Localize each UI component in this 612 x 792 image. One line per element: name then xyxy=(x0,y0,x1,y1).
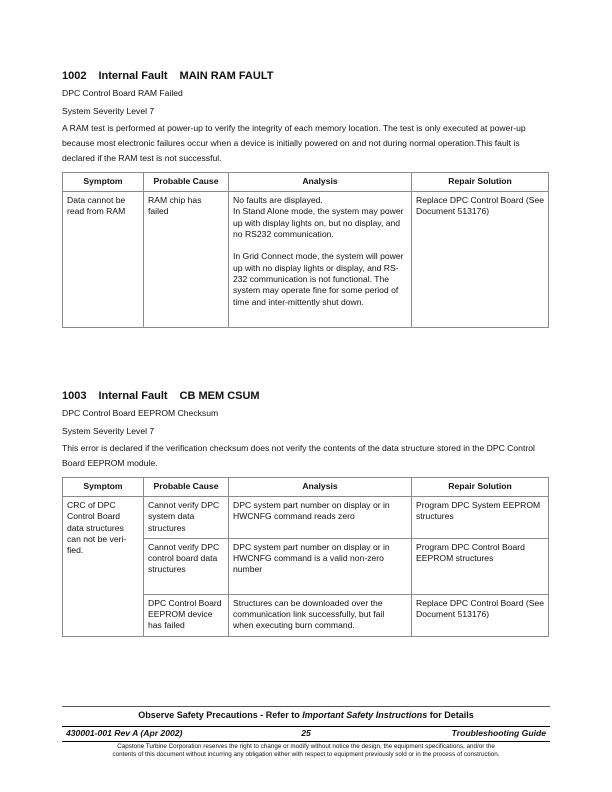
analysis-text: No faults are displayed. In Stand Alone mode, the system may power up with display lights on, but no display, and no RS232 communication. In Grid Connect mode, the system will power up with no display lights or display, and RS-232 communication is not functional. The system may operate fine for some period of time and inter-mittently shut down. xyxy=(233,195,404,307)
header-symptom: Symptom xyxy=(63,478,144,497)
fault-type: Internal Fault xyxy=(98,70,168,82)
header-analysis: Analysis xyxy=(229,173,412,192)
header-cause: Probable Cause xyxy=(144,478,229,497)
symptom-cell xyxy=(63,497,144,637)
analysis-text: DPC system part number on display or in HWCNFG command reads zero xyxy=(233,500,390,522)
header-analysis: Analysis xyxy=(229,478,412,497)
fault-description: DPC Control Board EEPROM Checksum xyxy=(62,408,219,418)
analysis-text: DPC system part number on display or in HWCNFG command is a valid non-zero number xyxy=(233,541,390,575)
fault-heading xyxy=(62,389,550,403)
fault-heading xyxy=(62,69,550,83)
table-row xyxy=(63,497,549,539)
cause-cell xyxy=(144,497,229,539)
fault-paragraph: A RAM test is performed at power-up to verify the integrity of each memory location. The test is only executed at power-up because most electronic failures occur when a device is initially powered on and not during normal operation.This fault is declared if the RAM test is not successful. xyxy=(62,123,526,163)
cause-cell xyxy=(144,594,229,636)
header-cause: Probable Cause xyxy=(144,173,229,192)
cause-cell xyxy=(144,192,229,328)
repair-text: Program DPC Control Board EEPROM structures xyxy=(416,541,525,564)
page-number: 25 xyxy=(301,728,311,738)
analysis-cell xyxy=(229,497,412,539)
cause-text: Cannot verify DPC system data structures xyxy=(148,500,220,533)
analysis-cell xyxy=(229,594,412,636)
fault-type: Internal Fault xyxy=(98,390,168,402)
table-row xyxy=(63,192,549,328)
fault-code: 1002 xyxy=(62,70,87,82)
repair-text: Replace DPC Control Board (See Document 513176) xyxy=(416,597,545,620)
guide-title: Troubleshooting Guide xyxy=(451,728,546,738)
analysis-cell xyxy=(229,192,412,328)
safety-suffix: for Details xyxy=(427,710,474,720)
troubleshooting-table xyxy=(62,477,549,637)
disclaimer-line: Capstone Turbine Corporation reserves the right to change or modify without notice the design, the equipment specifications, and/or the xyxy=(117,743,495,750)
repair-cell xyxy=(412,594,549,636)
fault-section-1002 xyxy=(62,69,550,328)
repair-text: Program DPC System EEPROM structures xyxy=(416,500,541,522)
header-symptom: Symptom xyxy=(63,173,144,192)
footer-divider xyxy=(62,706,550,707)
cause-cell xyxy=(144,538,229,594)
analysis-text: Structures can be downloaded over the communication link successfully, but fail when executing burn command. xyxy=(233,597,385,631)
repair-cell xyxy=(412,538,549,594)
severity-level: System Severity Level 7 xyxy=(62,426,155,436)
repair-cell xyxy=(412,497,549,539)
cause-text: DPC Control Board EEPROM device has failed xyxy=(148,597,222,631)
fault-paragraph: This error is declared if the verification checksum does not verify the contents of the data structure stored in the DPC Control Board EEPROM module. xyxy=(62,443,535,468)
severity-level: System Severity Level 7 xyxy=(62,106,155,116)
header-repair: Repair Solution xyxy=(412,173,549,192)
repair-cell xyxy=(412,192,549,328)
safety-prefix: Observe Safety Precautions - Refer to xyxy=(138,710,303,720)
repair-text: Replace DPC Control Board (See Document 513176) xyxy=(416,195,545,217)
symptom-text: Data cannot be read from RAM xyxy=(67,195,126,217)
cause-text: RAM chip has failed xyxy=(148,195,202,217)
table-header-row xyxy=(63,478,549,497)
safety-note xyxy=(62,710,550,720)
analysis-cell xyxy=(229,538,412,594)
fault-code: 1003 xyxy=(62,390,87,402)
legal-disclaimer xyxy=(62,743,550,760)
troubleshooting-table xyxy=(62,172,549,328)
header-repair: Repair Solution xyxy=(412,478,549,497)
fault-name: CB MEM CSUM xyxy=(179,390,260,402)
footer-bar xyxy=(62,726,550,742)
fault-description: DPC Control Board RAM Failed xyxy=(62,88,183,98)
document-id: 430001-001 Rev A (Apr 2002) xyxy=(66,728,183,738)
table-header-row xyxy=(63,173,549,192)
fault-section-1003 xyxy=(62,389,550,637)
symptom-text: CRC of DPC Control Board data structures can not be veri-fied. xyxy=(67,500,127,556)
safety-reference: Important Safety Instructions xyxy=(302,710,428,720)
cause-text: Cannot verify DPC control board data structures xyxy=(148,541,220,575)
disclaimer-line: contents of this document without incurring any obligation either with respect to equipment previously sold or in the process of construction. xyxy=(112,751,500,759)
symptom-cell xyxy=(63,192,144,328)
fault-name: MAIN RAM FAULT xyxy=(179,70,274,82)
